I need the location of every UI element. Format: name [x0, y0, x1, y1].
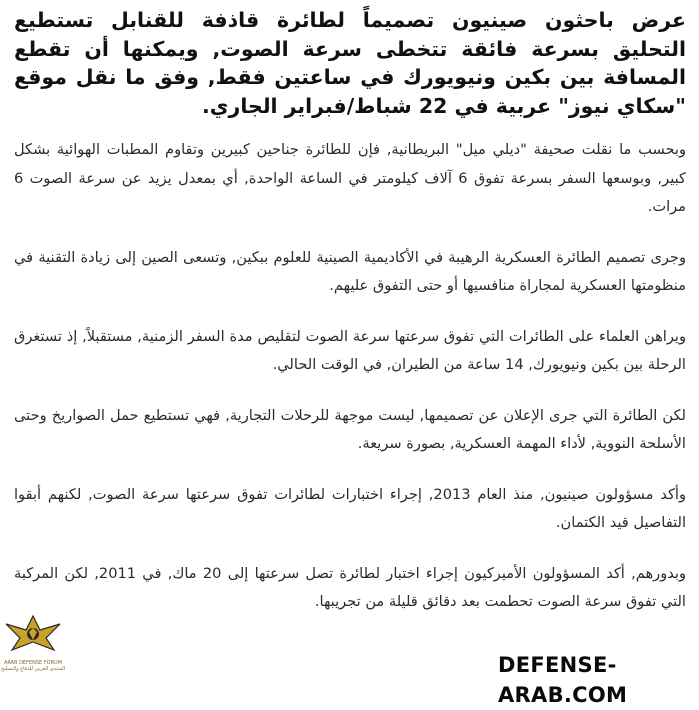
logo-text-ar: المنتدى العربي للدفاع والتسليح — [0, 666, 66, 672]
article-paragraph: لكن الطائرة التي جرى الإعلان عن تصميمها, ليست موجهة للرحلات التجارية, فهي تستطيع حمل الصواريخ وحتى الأسلحة النووية, لأداء المهمة العسكرية, بصورة سريعة. — [14, 406, 686, 452]
article-paragraph: وبدورهم, أكد المسؤولون الأميركيون إجراء اختبار لطائرة تصل سرعتها إلى 20 ماك, في 2011, لكن المركبة التي تفوق سرعة الصوت تحطمت بعد دقائق قليلة من تجريبها. — [14, 564, 687, 610]
eagle-emblem-icon — [2, 610, 64, 662]
site-watermark: DEFENSE-ARAB.COM — [494, 650, 699, 680]
article-paragraph: وبحسب ما نقلت صحيفة "ديلي ميل" البريطانية, فإن للطائرة جناحين كبيرين وتقاوم المطبات الهوائية بشكل كبير, وبوسعها السفر بسرعة تفوق 6 آلاف كيلومتر في الساعة الواحدة, أي بمعدل يزيد عن سرعة الصوت 6 مرات. — [14, 141, 686, 215]
article-paragraph: ويراهن العلماء على الطائرات التي تفوق سرعتها سرعة الصوت لتقليص مدة السفر الزمنية, مستقبلاً, إذ تستغرق الرحلة بين بكين ونيويورك, 14 ساعة من الطيران, في الوقت الحالي. — [14, 327, 686, 373]
article — [14, 6, 686, 617]
article-paragraph: وأكد مسؤولون صينيون, منذ العام 2013, إجراء اختبارات لطائرات تفوق سرعتها سرعة الصوت, لكنهم أبقوا التفاصيل قيد الكتمان. — [14, 485, 686, 531]
article-lead: عرض باحثون صينيون تصميماً لطائرة قاذفة للقنابل تستطيع التحليق بسرعة فائقة تتخطى سرعة الصوت, ويمكنها أن تقطع المسافة بين بكين ونيويورك في ساعتين فقط, وفق ما نقل موقع "سكاي نيوز" عربية في 22 شباط/فبراير الجاري. — [14, 8, 686, 118]
logo-caption — [0, 660, 66, 672]
article-paragraph: وجرى تصميم الطائرة العسكرية الرهيبة في الأكاديمية الصينية للعلوم ببكين, وتسعى الصين إلى زيادة التقنية في منظومتها العسكرية لمجاراة منافسيها أو حتى التفوق عليهم. — [14, 248, 686, 294]
logo-text-en: ARAB DEFENSE FORUM — [3, 660, 63, 666]
forum-logo — [2, 610, 64, 683]
